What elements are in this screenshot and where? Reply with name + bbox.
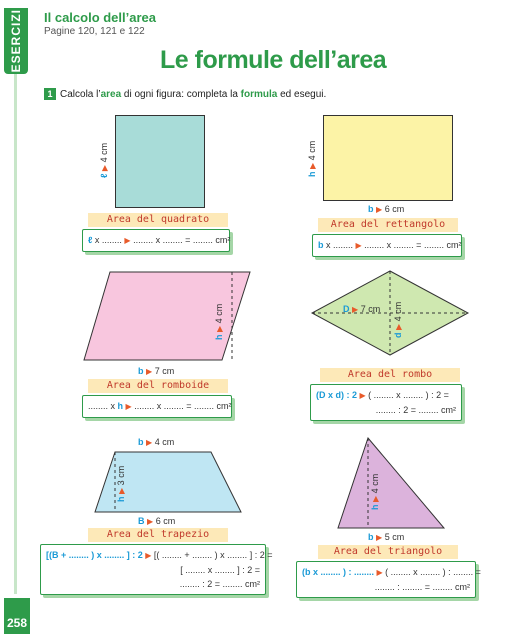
arrow-icon: ▶	[308, 162, 317, 169]
side-band	[0, 0, 34, 640]
rhomboid-h-value: 4 cm	[214, 303, 224, 324]
triangle-formula-a: (b x ........ ) : ........	[302, 567, 377, 577]
trapezoid-area-title: Area del trapezio	[88, 528, 228, 542]
arrow-icon: ▶	[146, 367, 153, 376]
rhombus-formula	[310, 384, 462, 421]
instruction-text-b: di ogni figura: completa la	[121, 89, 241, 100]
square-side-value: 4 cm	[99, 142, 109, 163]
triangle-formula	[296, 561, 481, 598]
triangle-h-var: h	[370, 504, 380, 510]
triangle-h-value: 4 cm	[370, 473, 380, 494]
triangle-formula-b: ( ........ x ........ ) : ........ =	[382, 567, 481, 577]
arrow-icon: ▶	[394, 323, 403, 330]
rhomboid-height-label	[214, 304, 224, 340]
arrow-icon: ▶	[117, 487, 126, 494]
instruction-area: area	[100, 89, 122, 100]
rhombus-area-title: Area del rombo	[320, 368, 460, 382]
rectangle-b-value: 6 cm	[384, 204, 405, 214]
trapezoid-B-var: B	[138, 516, 145, 526]
trapezoid-formula-line-2: [ ........ x ........ ] : 2 =	[180, 565, 260, 575]
square-area-title: Area del quadrato	[88, 213, 228, 227]
rectangle-b-var: b	[368, 204, 374, 214]
rhomboid-area-title: Area del romboide	[88, 379, 228, 393]
arrow-icon: ▶	[352, 305, 359, 314]
trapezoid-formula-b: [( ........ + ........ ) x ........ ] : 2 =	[151, 550, 273, 560]
arrow-icon: ▶	[100, 164, 109, 172]
rhombus-d-value: 4 cm	[393, 301, 403, 322]
rhomboid-formula	[82, 395, 232, 418]
triangle-figure	[336, 436, 446, 530]
square-side-var: ℓ	[99, 173, 109, 178]
triangle-height-label	[370, 474, 380, 510]
triangle-formula-line-1	[302, 565, 481, 580]
page-title: Le formule dell’area	[160, 46, 387, 74]
arrow-icon: ▶	[145, 551, 152, 560]
arrow-icon: ▶	[359, 391, 366, 400]
arrow-icon: ▶	[215, 325, 224, 332]
rhomboid-b-value: 7 cm	[154, 366, 175, 376]
triangle-formula-line-2: ........ : ........ = ........ cm²	[374, 582, 470, 592]
arrow-icon: ▶	[371, 495, 380, 502]
trapezoid-B-value: 6 cm	[155, 516, 176, 526]
rhombus-minor-diagonal-label	[393, 302, 403, 338]
side-divider	[14, 74, 17, 594]
triangle-b-value: 5 cm	[384, 532, 405, 542]
rhombus-formula-line-2: ........ : 2 = ........ cm²	[375, 405, 456, 415]
rhombus-formula-line-1	[316, 388, 456, 403]
square-formula-var: ℓ	[88, 235, 93, 245]
rhombus-D-value: 7 cm	[360, 304, 381, 314]
arrow-icon: ▶	[147, 517, 154, 526]
exercise-instruction	[44, 88, 326, 100]
arrow-icon: ▶	[124, 236, 131, 245]
arrow-icon: ▶	[146, 438, 153, 447]
arrow-icon: ▶	[125, 402, 132, 411]
rhomboid-formula-pre: ........ x	[88, 401, 118, 411]
rhomboid-formula-h: h	[117, 401, 124, 411]
trapezoid-height-label	[116, 466, 126, 502]
triangle-base-label	[368, 532, 404, 542]
rhomboid-figure	[82, 270, 252, 362]
arrow-icon: ▶	[376, 533, 383, 542]
trapezoid-formula	[40, 544, 273, 595]
rhombus-formula-b: ( ........ x ........ ) : 2 =	[365, 390, 449, 400]
rectangle-formula-b: b	[318, 240, 324, 250]
trapezoid-minor-base-label	[138, 437, 174, 447]
trapezoid-b-value: 4 cm	[154, 437, 175, 447]
rhomboid-b-var: b	[138, 366, 144, 376]
rhombus-formula-a: (D x d) : 2	[316, 390, 360, 400]
rectangle-h-var: h	[307, 171, 317, 177]
trapezoid-formula-a: [(B + ........ ) x ........ ] : 2	[46, 550, 146, 560]
rectangle-base-label	[368, 204, 404, 214]
instruction-formula: formula	[240, 89, 278, 100]
rhombus-major-diagonal-label	[343, 304, 380, 314]
square-formula-rest: ........ x ........ = ........ cm²	[130, 235, 231, 245]
rectangle-formula	[312, 234, 462, 257]
rhomboid-base-label	[138, 366, 174, 376]
rectangle-h-value: 4 cm	[307, 140, 317, 161]
instruction-text-c: ed esegui.	[277, 89, 327, 100]
rectangle-area-title: Area del rettangolo	[318, 218, 458, 232]
arrow-icon: ▶	[376, 568, 383, 577]
rectangle-formula-text: x ........	[323, 240, 356, 250]
trapezoid-b-var: b	[138, 437, 144, 447]
rhombus-D-var: D	[343, 304, 350, 314]
triangle-area-title: Area del triangolo	[318, 545, 458, 559]
rectangle-formula-rest: ........ x ........ = ........ cm²	[361, 240, 462, 250]
square-figure	[115, 115, 205, 208]
exercise-number: 1	[44, 88, 56, 100]
trapezoid-h-var: h	[116, 496, 126, 502]
square-formula-text: x ........	[92, 235, 125, 245]
trapezoid-h-value: 3 cm	[116, 465, 126, 486]
page-reference: Pagine 120, 121 e 122	[44, 26, 145, 37]
page-number: 258	[4, 598, 30, 634]
arrow-icon: ▶	[355, 241, 362, 250]
section-tab	[4, 8, 28, 74]
triangle-b-var: b	[368, 532, 374, 542]
rectangle-figure	[323, 115, 453, 201]
rhombus-d-var: d	[393, 332, 403, 338]
section-tab-label: ESERCIZI	[9, 9, 23, 73]
square-side-label	[99, 143, 109, 178]
trapezoid-formula-line-1	[46, 548, 273, 563]
square-formula	[82, 229, 230, 252]
trapezoid-major-base-label	[138, 516, 175, 526]
rectangle-height-label	[307, 141, 317, 177]
rhomboid-formula-rest: ........ x ........ = ........ cm²	[131, 401, 232, 411]
rhombus-figure	[310, 269, 470, 357]
chapter-title: Il calcolo dell’area	[44, 10, 156, 25]
instruction-text-a: Calcola l’	[60, 89, 101, 100]
arrow-icon: ▶	[376, 205, 383, 214]
trapezoid-formula-line-3: ........ : 2 = ........ cm²	[179, 579, 260, 589]
rhomboid-h-var: h	[214, 334, 224, 340]
